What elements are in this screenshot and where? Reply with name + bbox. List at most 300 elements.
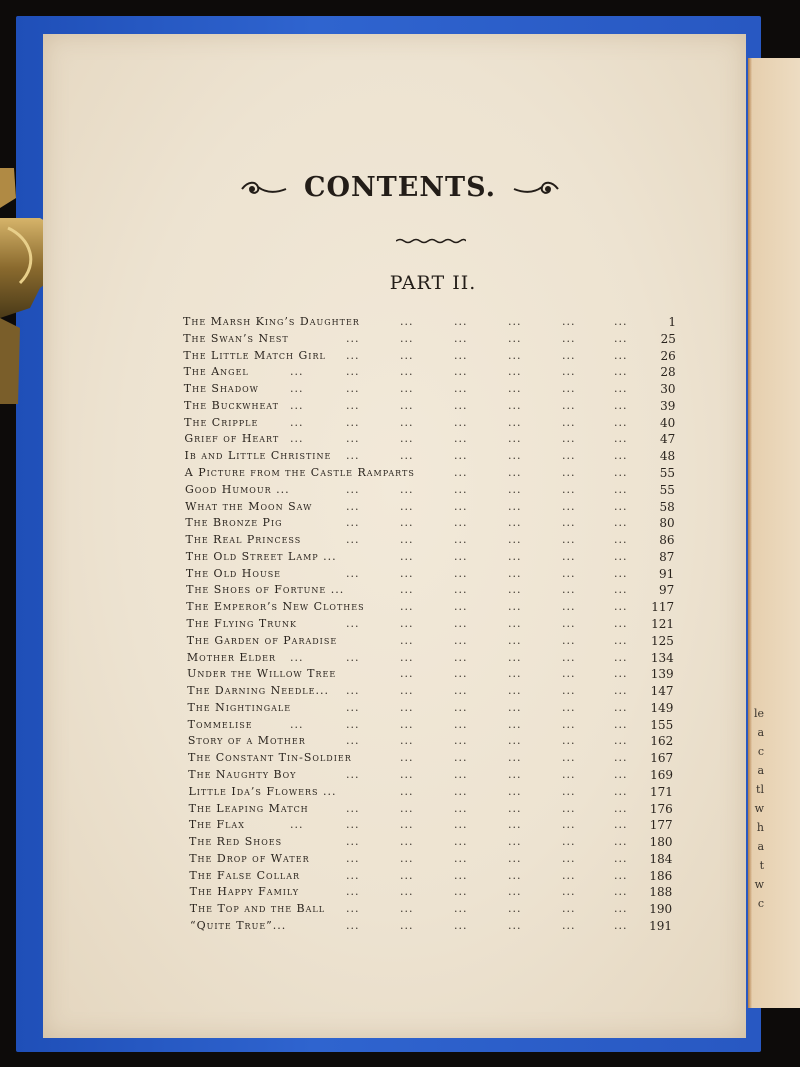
entry-title: The Shoes of Fortune ... [186,583,345,597]
entry-page-number: 190 [649,902,673,917]
leader-dots: ... [289,398,304,412]
leader-dots: ... [613,382,628,396]
contents-entry [185,448,676,464]
leader-dots: ... [453,382,468,396]
entry-title: The Buckwheat [183,398,279,412]
leader-dots: ... [289,818,304,832]
leader-dots: ... [613,331,628,345]
entry-page-number: 86 [659,533,675,548]
leader-dots: ... [613,835,628,849]
entry-title: The Bronze Pig [185,516,283,530]
leader-dots: ... [399,650,414,664]
entry-title: Good Humour ... [184,482,290,496]
facing-page-fragment: c [757,897,764,910]
leader-dots: ... [562,617,576,630]
contents-entry [185,482,675,498]
entry-title: The Flax [188,818,245,832]
leader-dots: ... [614,466,628,479]
leader-dots: ... [613,784,628,798]
entry-page-number: 39 [660,398,676,413]
entry-title: Mother Elder [186,650,276,664]
leader-dots: ... [399,700,414,714]
leader-dots: ... [399,449,414,463]
leader-dots: ... [453,868,468,882]
leader-dots: ... [399,751,414,765]
entry-title: The Top and the Ball [189,902,326,916]
entry-title: The Old House [185,566,282,580]
leader-dots: ... [561,633,576,647]
entry-page-number: 139 [650,667,674,682]
leader-dots: ... [345,415,360,429]
contents-entry [190,918,672,934]
leader-dots: ... [399,365,414,379]
contents-entry [189,834,673,850]
entry-title: The False Collar [189,868,300,882]
facing-page-fragment: h [756,821,764,834]
leader-dots: ... [613,365,628,379]
leader-dots: ... [345,868,360,882]
leader-dots: ... [507,751,522,765]
leader-dots: ... [345,398,360,412]
contents-entry [183,314,676,330]
leader-dots: ... [453,851,468,865]
leader-dots: ... [508,768,522,781]
leader-dots: ... [507,331,522,345]
leader-dots: ... [346,617,360,630]
leader-dots: ... [345,499,360,513]
contents-entry [188,784,672,800]
leader-dots: ... [454,919,468,932]
entry-title: The Constant Tin-Soldier [188,751,352,765]
leader-dots: ... [399,432,414,446]
entry-title: The Cripple [184,415,259,429]
contents-entry [184,398,675,414]
leader-dots: ... [507,449,522,463]
leader-dots: ... [345,566,360,580]
entry-page-number: 30 [660,382,676,397]
contents-entry [186,549,675,565]
contents-entry [186,599,674,615]
leader-dots: ... [561,751,576,765]
leader-dots: ... [453,499,468,513]
leader-dots: ... [453,633,468,647]
leader-dots: ... [507,382,522,396]
leader-dots: ... [507,885,522,899]
leader-dots: ... [561,650,576,664]
leader-dots: ... [508,617,522,630]
leader-dots: ... [561,398,576,412]
leader-dots: ... [453,331,468,345]
leader-dots: ... [399,583,414,597]
leader-dots: ... [399,885,414,899]
leader-dots: ... [613,717,628,731]
leader-dots: ... [561,382,576,396]
facing-page-fragment: c [757,745,764,758]
leader-dots: ... [561,516,576,530]
facing-page-fragment: a [757,764,764,777]
leader-dots: ... [561,667,576,681]
leader-dots: ... [613,348,628,362]
entry-title: The Marsh King’s Daughter [183,315,360,328]
leader-dots: ... [507,650,522,664]
leader-dots: ... [561,851,576,865]
leader-dots: ... [453,516,468,530]
entry-page-number: 58 [659,499,675,514]
leader-dots: ... [346,919,360,932]
leader-dots: ... [613,684,628,698]
leader-dots: ... [399,835,414,849]
leader-dots: ... [345,835,360,849]
leader-dots: ... [613,885,628,899]
leader-dots: ... [346,768,360,781]
leader-dots: ... [453,650,468,664]
entry-title: The Drop of Water [189,851,310,865]
leader-dots: ... [453,533,468,547]
entry-page-number: 91 [659,566,675,581]
entry-page-number: 176 [649,801,673,816]
leader-dots: ... [453,600,468,614]
leader-dots: ... [345,684,360,698]
leader-dots: ... [613,851,628,865]
leader-dots: ... [613,449,628,463]
entry-title: The Leaping Match [188,801,309,815]
leader-dots: ... [453,717,468,731]
leader-dots: ... [507,818,522,832]
leader-dots: ... [561,331,576,345]
contents-entry [188,717,674,733]
leader-dots: ... [614,617,628,630]
leader-dots: ... [562,768,576,781]
contents-entry [189,817,673,833]
entry-page-number: 87 [659,549,675,564]
leader-dots: ... [453,784,468,798]
leader-dots: ... [289,415,304,429]
contents-entry [190,901,672,917]
facing-page-fragment: t [759,859,764,872]
leader-dots: ... [345,734,360,748]
leader-dots: ... [507,734,522,748]
leader-dots: ... [345,365,360,379]
leader-dots: ... [345,516,360,530]
contents-entry [185,499,675,515]
leader-dots: ... [345,700,360,714]
leader-dots: ... [561,868,576,882]
entry-title: Story of a Mother [187,734,306,748]
leader-dots: ... [562,315,576,328]
leader-dots: ... [453,348,468,362]
leader-dots: ... [613,751,628,765]
leader-dots: ... [399,684,414,698]
facing-page-fragment: a [757,840,764,853]
leader-dots: ... [507,415,522,429]
leader-dots: ... [614,919,628,932]
entry-page-number: 25 [660,331,676,346]
leader-dots: ... [399,566,414,580]
entry-title: Grief of Heart [184,432,280,446]
leader-dots: ... [561,583,576,597]
leader-dots: ... [453,566,468,580]
leader-dots: ... [561,549,576,563]
leader-dots: ... [399,415,414,429]
leader-dots: ... [453,835,468,849]
entry-page-number: 28 [660,365,676,380]
entry-title: The Garden of Paradise [186,633,338,647]
leader-dots: ... [453,583,468,597]
leader-dots: ... [453,667,468,681]
leader-dots: ... [399,398,414,412]
leader-dots: ... [561,902,576,916]
leader-dots: ... [453,549,468,563]
contents-entry [187,616,675,632]
leader-dots: ... [507,600,522,614]
entry-title: The Red Shoes [189,835,283,849]
contents-entry [186,582,674,598]
leader-dots: ... [507,801,522,815]
contents-entry [187,666,674,682]
entry-page-number: 184 [649,851,673,866]
leader-dots: ... [561,885,576,899]
entry-title: The Flying Trunk [186,617,297,630]
leader-dots: ... [507,868,522,882]
entry-page-number: 26 [660,348,676,363]
contents-entry [189,868,672,884]
leader-dots: ... [453,365,468,379]
entry-page-number: 191 [649,919,672,933]
leader-dots: ... [289,432,304,446]
leader-dots: ... [400,768,414,781]
leader-dots: ... [345,650,360,664]
leader-dots: ... [453,482,468,496]
entry-page-number: 47 [659,432,676,447]
leader-dots: ... [345,533,360,547]
leader-dots: ... [289,717,304,731]
leader-dots: ... [507,516,522,530]
leader-dots: ... [507,499,522,513]
leader-dots: ... [345,801,360,815]
leader-dots: ... [561,348,576,362]
entry-title: The Angel [183,365,249,379]
leader-dots: ... [507,482,522,496]
entry-title: Under the Willow Tree [187,667,337,681]
leader-dots: ... [613,398,628,412]
entry-page-number: 55 [659,482,675,497]
leader-dots: ... [453,751,468,765]
entry-page-number: 149 [650,700,674,715]
leader-dots: ... [561,449,576,463]
leader-dots: ... [345,432,360,446]
leader-dots: ... [453,449,468,463]
leader-dots: ... [507,700,522,714]
leader-dots: ... [345,331,360,345]
leader-dots: ... [453,398,468,412]
leader-dots: ... [613,818,628,832]
facing-page-fragment: w [754,878,764,891]
leader-dots: ... [453,432,468,446]
leader-dots: ... [561,835,576,849]
leader-dots: ... [345,818,360,832]
entry-page-number: 147 [650,684,674,699]
leader-dots: ... [507,566,522,580]
contents-entry [188,733,673,749]
entry-page-number: 188 [649,885,673,900]
leader-dots: ... [561,432,576,446]
entry-title: The Happy Family [189,885,300,899]
entry-page-number: 125 [650,633,674,648]
facing-page-fragment: tl [756,783,764,796]
leader-dots: ... [614,315,628,328]
leader-dots: ... [562,919,576,932]
part-title: PART II. [389,272,477,294]
leader-dots: ... [561,801,576,815]
leader-dots: ... [453,415,468,429]
leader-dots: ... [399,902,414,916]
entry-page-number: 40 [660,415,676,430]
contents-entry [187,700,673,716]
entry-title: Tommelise [187,717,253,731]
leader-dots: ... [453,734,468,748]
leader-dots: ... [508,919,522,932]
leader-dots: ... [613,600,628,614]
entry-page-number: 155 [650,717,674,732]
contents-entry [186,532,675,548]
leader-dots: ... [400,617,414,630]
entry-title: The Emperor’s New Clothes [186,600,365,614]
entry-page-number: 55 [659,466,675,480]
contents-entry [187,683,673,699]
leader-dots: ... [289,382,304,396]
leader-dots: ... [399,382,414,396]
leader-dots: ... [613,667,628,681]
leader-dots: ... [399,331,414,345]
leader-dots: ... [453,885,468,899]
entry-title: A Picture from the Castle Ramparts [184,466,415,479]
entry-title: The Little Match Girl [183,348,326,362]
leader-dots: ... [399,851,414,865]
leader-dots: ... [453,902,468,916]
leader-dots: ... [399,348,414,362]
entry-page-number: 97 [658,583,675,598]
leader-dots: ... [399,667,414,681]
leader-dots: ... [399,818,414,832]
leader-dots: ... [345,348,360,362]
leader-dots: ... [613,902,628,916]
leader-dots: ... [400,919,414,932]
leader-dots: ... [507,583,522,597]
leader-dots: ... [613,734,628,748]
leader-dots: ... [454,617,468,630]
leader-dots: ... [561,700,576,714]
leader-dots: ... [345,482,360,496]
contents-title: CONTENTS. [303,172,497,203]
leader-dots: ... [613,583,628,597]
leader-dots: ... [507,717,522,731]
leader-dots: ... [614,768,628,781]
leader-dots: ... [561,734,576,748]
entry-page-number: 177 [649,818,673,833]
leader-dots: ... [561,717,576,731]
contents-entry [189,851,672,867]
leader-dots: ... [508,466,522,479]
leader-dots: ... [613,516,628,530]
leader-dots: ... [561,415,576,429]
leader-dots: ... [508,315,522,328]
facing-page-fragment: w [754,802,764,815]
leader-dots: ... [613,700,628,714]
contents-entry [189,801,673,817]
leader-dots: ... [345,449,360,463]
entry-title: The Shadow [183,382,259,396]
leader-dots: ... [399,801,414,815]
leader-dots: ... [399,533,414,547]
leader-dots: ... [399,499,414,513]
entry-title: The Swan’s Nest [183,331,289,345]
leader-dots: ... [561,482,576,496]
entry-page-number: 1 [668,315,676,329]
entry-title: The Nightingale [187,700,292,714]
leader-dots: ... [561,566,576,580]
leader-dots: ... [613,533,628,547]
leader-dots: ... [561,684,576,698]
leader-dots: ... [345,717,360,731]
leader-dots: ... [561,499,576,513]
leader-dots: ... [399,600,414,614]
leader-dots: ... [399,549,414,563]
leader-dots: ... [613,566,628,580]
leader-dots: ... [453,700,468,714]
leader-dots: ... [507,835,522,849]
leader-dots: ... [507,667,522,681]
leader-dots: ... [453,818,468,832]
contents-entry [188,750,673,766]
leader-dots: ... [399,734,414,748]
leader-dots: ... [454,768,468,781]
entry-page-number: 167 [650,751,674,766]
contents-entry [183,331,676,347]
contents-entry [188,767,673,783]
leader-dots: ... [399,717,414,731]
entry-title: Ib and Little Christine [184,449,332,463]
entry-title: The Darning Needle... [187,684,329,698]
entry-page-number: 121 [651,617,674,631]
leader-dots: ... [562,466,576,479]
contents-entry [187,650,674,666]
leader-dots: ... [561,784,576,798]
contents-entry [185,465,675,481]
entry-page-number: 180 [649,835,673,850]
entry-page-number: 171 [649,784,673,799]
leader-dots: ... [345,885,360,899]
entry-page-number: 134 [650,650,674,665]
leader-dots: ... [561,365,576,379]
entry-page-number: 186 [649,868,673,883]
leader-dots: ... [613,482,628,496]
leader-dots: ... [399,516,414,530]
entry-page-number: 80 [659,516,675,531]
leader-dots: ... [453,684,468,698]
facing-page-fragment: le [753,707,764,720]
leader-dots: ... [289,650,304,664]
entry-page-number: 169 [650,768,673,782]
contents-entry [184,431,675,447]
contents-entry [187,633,674,649]
leader-dots: ... [454,466,468,479]
contents-entry [185,515,674,531]
leader-dots: ... [613,868,628,882]
leader-dots: ... [454,315,468,328]
entry-page-number: 48 [659,449,676,464]
leader-dots: ... [507,348,522,362]
leader-dots: ... [289,365,304,379]
